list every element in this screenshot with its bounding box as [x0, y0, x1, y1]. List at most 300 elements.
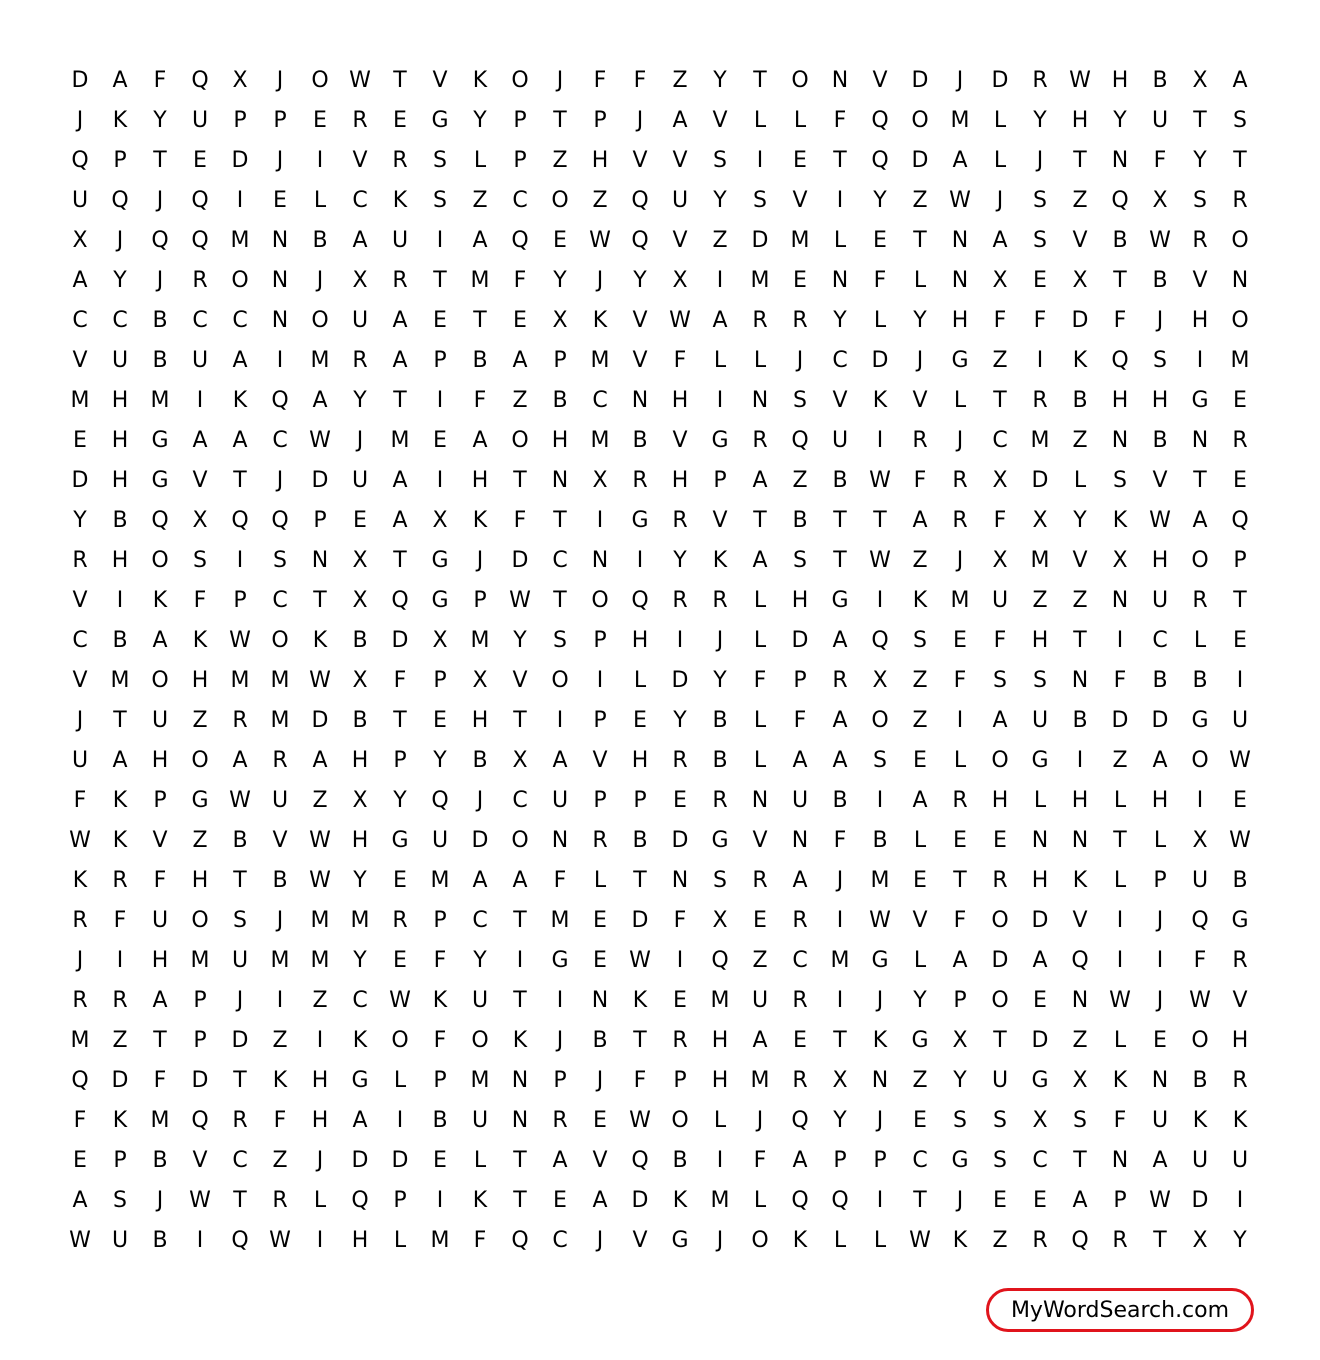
grid-letter[interactable]: I — [876, 587, 884, 613]
grid-letter[interactable]: W — [229, 627, 251, 653]
grid-letter[interactable]: D — [991, 947, 1009, 973]
grid-letter[interactable]: P — [1113, 1187, 1127, 1213]
grid-letter[interactable]: J — [956, 547, 964, 573]
grid-letter[interactable]: F — [1113, 1107, 1127, 1133]
grid-letter[interactable]: A — [752, 467, 768, 493]
grid-letter[interactable]: O — [991, 747, 1009, 773]
grid-letter[interactable]: G — [831, 587, 849, 613]
grid-letter[interactable]: H — [1111, 387, 1129, 413]
grid-letter[interactable]: U — [1231, 1147, 1249, 1173]
grid-letter[interactable]: O — [311, 67, 329, 93]
grid-letter[interactable]: M — [1030, 547, 1050, 573]
grid-letter[interactable]: Y — [1193, 147, 1207, 173]
grid-letter[interactable]: Q — [1191, 907, 1209, 933]
grid-letter[interactable]: R — [952, 787, 968, 813]
grid-letter[interactable]: I — [876, 1187, 884, 1213]
grid-letter[interactable]: L — [753, 587, 767, 613]
grid-letter[interactable]: M — [830, 947, 850, 973]
grid-letter[interactable]: Q — [391, 587, 409, 613]
grid-letter[interactable]: Q — [191, 1107, 209, 1133]
grid-letter[interactable]: Y — [713, 67, 727, 93]
grid-letter[interactable]: P — [513, 147, 527, 173]
grid-letter[interactable]: W — [509, 587, 531, 613]
grid-letter[interactable]: Y — [633, 267, 647, 293]
grid-letter[interactable]: H — [1151, 387, 1169, 413]
grid-letter[interactable]: M — [230, 667, 250, 693]
grid-letter[interactable]: R — [632, 467, 648, 493]
grid-letter[interactable]: D — [191, 1067, 209, 1093]
grid-letter[interactable]: E — [393, 947, 407, 973]
grid-letter[interactable]: S — [1233, 107, 1247, 133]
grid-letter[interactable]: Z — [912, 707, 928, 733]
grid-letter[interactable]: Z — [992, 1227, 1008, 1253]
grid-letter[interactable]: X — [1192, 67, 1208, 93]
grid-letter[interactable]: F — [993, 627, 1007, 653]
grid-letter[interactable]: S — [713, 867, 727, 893]
grid-letter[interactable]: Y — [393, 787, 407, 813]
grid-letter[interactable]: R — [1232, 947, 1248, 973]
grid-letter[interactable]: Q — [631, 227, 649, 253]
grid-letter[interactable]: S — [793, 387, 807, 413]
grid-letter[interactable]: A — [912, 787, 928, 813]
grid-letter[interactable]: D — [471, 827, 489, 853]
grid-letter[interactable]: I — [1116, 907, 1124, 933]
grid-letter[interactable]: W — [629, 1107, 651, 1133]
grid-letter[interactable]: Z — [1072, 587, 1088, 613]
grid-letter[interactable]: L — [1113, 787, 1127, 813]
grid-letter[interactable]: G — [711, 827, 729, 853]
grid-letter[interactable]: B — [472, 347, 488, 373]
grid-letter[interactable]: J — [556, 1027, 564, 1053]
grid-letter[interactable]: B — [152, 1147, 168, 1173]
grid-letter[interactable]: T — [1193, 467, 1207, 493]
grid-letter[interactable]: P — [593, 107, 607, 133]
grid-letter[interactable]: Y — [1233, 1227, 1247, 1253]
grid-letter[interactable]: I — [716, 387, 724, 413]
grid-letter[interactable]: C — [112, 307, 128, 333]
grid-letter[interactable]: P — [113, 147, 127, 173]
grid-letter[interactable]: L — [633, 667, 647, 693]
grid-letter[interactable]: P — [233, 107, 247, 133]
grid-letter[interactable]: V — [592, 747, 608, 773]
grid-letter[interactable]: Z — [272, 1027, 288, 1053]
grid-letter[interactable]: D — [1191, 1187, 1209, 1213]
grid-letter[interactable]: I — [556, 987, 564, 1013]
grid-letter[interactable]: E — [913, 867, 927, 893]
grid-letter[interactable]: R — [1032, 1227, 1048, 1253]
grid-letter[interactable]: S — [713, 147, 727, 173]
grid-letter[interactable]: H — [151, 947, 169, 973]
grid-letter[interactable]: M — [870, 867, 890, 893]
grid-letter[interactable]: T — [233, 1067, 247, 1093]
grid-letter[interactable]: H — [1151, 787, 1169, 813]
grid-letter[interactable]: P — [553, 347, 567, 373]
grid-letter[interactable]: R — [672, 587, 688, 613]
grid-letter[interactable]: Q — [791, 1187, 809, 1213]
grid-letter[interactable]: T — [393, 547, 407, 573]
grid-letter[interactable]: T — [1073, 627, 1087, 653]
grid-letter[interactable]: B — [1232, 867, 1248, 893]
grid-letter[interactable]: Q — [71, 1067, 89, 1093]
grid-letter[interactable]: Y — [713, 187, 727, 213]
grid-letter[interactable]: A — [992, 707, 1008, 733]
grid-letter[interactable]: B — [112, 627, 128, 653]
grid-letter[interactable]: D — [351, 1147, 369, 1173]
grid-letter[interactable]: O — [551, 667, 569, 693]
grid-letter[interactable]: Q — [271, 387, 289, 413]
grid-letter[interactable]: R — [832, 667, 848, 693]
grid-letter[interactable]: U — [391, 227, 409, 253]
grid-letter[interactable]: H — [1031, 627, 1049, 653]
grid-letter[interactable]: H — [631, 747, 649, 773]
grid-letter[interactable]: P — [593, 627, 607, 653]
grid-letter[interactable]: L — [1073, 467, 1087, 493]
grid-letter[interactable]: S — [1113, 467, 1127, 493]
grid-letter[interactable]: C — [592, 387, 608, 413]
grid-letter[interactable]: T — [153, 147, 167, 173]
grid-letter[interactable]: I — [436, 1187, 444, 1213]
grid-letter[interactable]: G — [871, 947, 889, 973]
grid-letter[interactable]: A — [472, 867, 488, 893]
grid-letter[interactable]: J — [716, 627, 724, 653]
grid-letter[interactable]: Z — [1072, 1027, 1088, 1053]
grid-letter[interactable]: K — [112, 787, 128, 813]
grid-letter[interactable]: U — [151, 907, 169, 933]
grid-letter[interactable]: M — [710, 1187, 730, 1213]
grid-letter[interactable]: V — [1072, 907, 1088, 933]
grid-letter[interactable]: B — [272, 867, 288, 893]
grid-letter[interactable]: D — [511, 547, 529, 573]
grid-letter[interactable]: J — [276, 907, 284, 933]
grid-letter[interactable]: A — [392, 467, 408, 493]
grid-letter[interactable]: R — [72, 547, 88, 573]
grid-letter[interactable]: I — [1196, 347, 1204, 373]
grid-letter[interactable]: M — [470, 267, 490, 293]
grid-letter[interactable]: T — [993, 1027, 1007, 1053]
grid-letter[interactable]: X — [1152, 187, 1168, 213]
grid-letter[interactable]: C — [232, 307, 248, 333]
grid-letter[interactable]: T — [393, 67, 407, 93]
grid-letter[interactable]: M — [950, 107, 970, 133]
grid-letter[interactable]: U — [71, 187, 89, 213]
grid-letter[interactable]: U — [191, 107, 209, 133]
grid-letter[interactable]: B — [552, 387, 568, 413]
grid-letter[interactable]: A — [832, 627, 848, 653]
grid-letter[interactable]: O — [311, 307, 329, 333]
grid-letter[interactable]: I — [596, 667, 604, 693]
grid-letter[interactable]: Z — [512, 387, 528, 413]
grid-letter[interactable]: Z — [992, 347, 1008, 373]
grid-letter[interactable]: V — [672, 147, 688, 173]
grid-letter[interactable]: C — [992, 427, 1008, 453]
grid-letter[interactable]: A — [352, 227, 368, 253]
grid-letter[interactable]: J — [556, 67, 564, 93]
grid-letter[interactable]: F — [433, 1027, 447, 1053]
grid-letter[interactable]: D — [231, 147, 249, 173]
grid-letter[interactable]: H — [711, 1067, 729, 1093]
grid-letter[interactable]: Y — [873, 187, 887, 213]
grid-letter[interactable]: I — [236, 547, 244, 573]
grid-letter[interactable]: C — [912, 1147, 928, 1173]
grid-letter[interactable]: S — [433, 147, 447, 173]
grid-letter[interactable]: C — [512, 787, 528, 813]
grid-letter[interactable]: Z — [192, 707, 208, 733]
grid-letter[interactable]: A — [832, 707, 848, 733]
grid-letter[interactable]: H — [471, 707, 489, 733]
grid-letter[interactable]: G — [191, 787, 209, 813]
grid-letter[interactable]: M — [310, 907, 330, 933]
grid-letter[interactable]: L — [793, 107, 807, 133]
grid-letter[interactable]: F — [153, 67, 167, 93]
grid-letter[interactable]: F — [873, 267, 887, 293]
grid-letter[interactable]: A — [392, 507, 408, 533]
grid-letter[interactable]: L — [1193, 627, 1207, 653]
grid-letter[interactable]: P — [953, 987, 967, 1013]
grid-letter[interactable]: A — [392, 347, 408, 373]
grid-letter[interactable]: N — [1111, 147, 1129, 173]
grid-letter[interactable]: B — [232, 827, 248, 853]
grid-letter[interactable]: N — [1231, 267, 1249, 293]
grid-letter[interactable]: J — [156, 187, 164, 213]
grid-letter[interactable]: H — [351, 1227, 369, 1253]
grid-letter[interactable]: Z — [312, 787, 328, 813]
grid-letter[interactable]: T — [993, 387, 1007, 413]
grid-letter[interactable]: H — [551, 427, 569, 453]
grid-letter[interactable]: T — [233, 1187, 247, 1213]
grid-letter[interactable]: E — [1233, 387, 1247, 413]
grid-letter[interactable]: X — [1192, 1227, 1208, 1253]
grid-letter[interactable]: E — [273, 187, 287, 213]
grid-letter[interactable]: N — [271, 267, 289, 293]
grid-letter[interactable]: E — [513, 307, 527, 333]
grid-letter[interactable]: E — [673, 987, 687, 1013]
grid-letter[interactable]: A — [232, 427, 248, 453]
grid-letter[interactable]: K — [592, 307, 608, 333]
grid-letter[interactable]: X — [712, 907, 728, 933]
grid-letter[interactable]: U — [1031, 707, 1049, 733]
grid-letter[interactable]: V — [832, 387, 848, 413]
grid-letter[interactable]: R — [752, 307, 768, 333]
grid-letter[interactable]: V — [672, 427, 688, 453]
grid-letter[interactable]: M — [310, 947, 330, 973]
grid-letter[interactable]: I — [436, 227, 444, 253]
grid-letter[interactable]: Q — [631, 187, 649, 213]
grid-letter[interactable]: W — [269, 1227, 291, 1253]
grid-letter[interactable]: Y — [113, 267, 127, 293]
grid-letter[interactable]: L — [393, 1067, 407, 1093]
grid-letter[interactable]: K — [1232, 1107, 1248, 1133]
grid-letter[interactable]: F — [833, 107, 847, 133]
grid-letter[interactable]: O — [151, 547, 169, 573]
grid-letter[interactable]: P — [713, 467, 727, 493]
grid-letter[interactable]: P — [233, 587, 247, 613]
grid-letter[interactable]: W — [1149, 1187, 1171, 1213]
grid-letter[interactable]: H — [1191, 307, 1209, 333]
grid-letter[interactable]: C — [72, 627, 88, 653]
grid-letter[interactable]: W — [69, 827, 91, 853]
grid-letter[interactable]: N — [751, 387, 769, 413]
grid-letter[interactable]: C — [72, 307, 88, 333]
grid-letter[interactable]: W — [189, 1187, 211, 1213]
grid-letter[interactable]: V — [712, 507, 728, 533]
grid-letter[interactable]: Q — [511, 1227, 529, 1253]
grid-letter[interactable]: F — [73, 787, 87, 813]
grid-letter[interactable]: B — [872, 827, 888, 853]
grid-letter[interactable]: S — [233, 907, 247, 933]
grid-letter[interactable]: B — [672, 1147, 688, 1173]
grid-letter[interactable]: T — [633, 867, 647, 893]
grid-letter[interactable]: N — [551, 827, 569, 853]
grid-letter[interactable]: H — [1111, 67, 1129, 93]
grid-letter[interactable]: P — [393, 747, 407, 773]
grid-letter[interactable]: E — [353, 507, 367, 533]
grid-letter[interactable]: J — [356, 427, 364, 453]
grid-letter[interactable]: W — [1229, 747, 1251, 773]
grid-letter[interactable]: D — [631, 907, 649, 933]
grid-letter[interactable]: T — [1193, 107, 1207, 133]
grid-letter[interactable]: H — [111, 467, 129, 493]
grid-letter[interactable]: H — [191, 867, 209, 893]
grid-letter[interactable]: O — [151, 667, 169, 693]
grid-letter[interactable]: K — [792, 1227, 808, 1253]
grid-letter[interactable]: X — [952, 1027, 968, 1053]
grid-letter[interactable]: R — [1032, 67, 1048, 93]
grid-letter[interactable]: O — [791, 67, 809, 93]
grid-letter[interactable]: L — [1113, 867, 1127, 893]
grid-letter[interactable]: J — [76, 947, 84, 973]
grid-letter[interactable]: R — [792, 1067, 808, 1093]
grid-letter[interactable]: I — [1236, 667, 1244, 693]
grid-letter[interactable]: G — [551, 947, 569, 973]
grid-letter[interactable]: C — [832, 347, 848, 373]
grid-letter[interactable]: T — [233, 867, 247, 893]
grid-letter[interactable]: B — [792, 507, 808, 533]
grid-letter[interactable]: H — [671, 467, 689, 493]
grid-letter[interactable]: E — [993, 1187, 1007, 1213]
grid-letter[interactable]: B — [352, 627, 368, 653]
grid-letter[interactable]: X — [232, 67, 248, 93]
grid-letter[interactable]: X — [352, 267, 368, 293]
grid-letter[interactable]: I — [716, 1147, 724, 1173]
grid-letter[interactable]: B — [432, 1107, 448, 1133]
grid-letter[interactable]: J — [1036, 147, 1044, 173]
grid-letter[interactable]: M — [950, 587, 970, 613]
grid-letter[interactable]: X — [1072, 1067, 1088, 1093]
grid-letter[interactable]: D — [1031, 1027, 1049, 1053]
grid-letter[interactable]: D — [911, 67, 929, 93]
grid-letter[interactable]: X — [352, 547, 368, 573]
grid-letter[interactable]: J — [236, 987, 244, 1013]
grid-letter[interactable]: N — [271, 227, 289, 253]
grid-letter[interactable]: Z — [912, 667, 928, 693]
grid-letter[interactable]: L — [313, 187, 327, 213]
grid-letter[interactable]: C — [552, 1227, 568, 1253]
grid-letter[interactable]: E — [913, 1107, 927, 1133]
grid-letter[interactable]: T — [913, 1187, 927, 1213]
grid-letter[interactable]: E — [433, 307, 447, 333]
grid-letter[interactable]: T — [553, 107, 567, 133]
grid-letter[interactable]: D — [671, 827, 689, 853]
grid-letter[interactable]: H — [1071, 107, 1089, 133]
grid-letter[interactable]: F — [753, 667, 767, 693]
grid-letter[interactable]: G — [1031, 747, 1049, 773]
grid-letter[interactable]: R — [1032, 387, 1048, 413]
grid-letter[interactable]: S — [793, 547, 807, 573]
grid-letter[interactable]: X — [1032, 507, 1048, 533]
grid-letter[interactable]: Y — [473, 947, 487, 973]
grid-letter[interactable]: H — [791, 587, 809, 613]
grid-letter[interactable]: T — [1113, 827, 1127, 853]
grid-letter[interactable]: S — [193, 547, 207, 573]
grid-letter[interactable]: N — [591, 987, 609, 1013]
grid-letter[interactable]: B — [152, 347, 168, 373]
grid-letter[interactable]: J — [956, 1187, 964, 1213]
grid-letter[interactable]: A — [1152, 747, 1168, 773]
grid-letter[interactable]: E — [633, 707, 647, 733]
grid-letter[interactable]: V — [792, 187, 808, 213]
grid-letter[interactable]: J — [716, 1227, 724, 1253]
grid-letter[interactable]: S — [433, 187, 447, 213]
grid-letter[interactable]: D — [631, 1187, 649, 1213]
grid-letter[interactable]: A — [832, 747, 848, 773]
grid-letter[interactable]: V — [632, 347, 648, 373]
grid-letter[interactable]: V — [1192, 267, 1208, 293]
grid-letter[interactable]: K — [512, 1027, 528, 1053]
grid-letter[interactable]: T — [513, 987, 527, 1013]
grid-letter[interactable]: D — [1031, 907, 1049, 933]
grid-letter[interactable]: C — [472, 907, 488, 933]
grid-letter[interactable]: K — [152, 587, 168, 613]
grid-letter[interactable]: X — [1192, 827, 1208, 853]
grid-letter[interactable]: A — [1192, 507, 1208, 533]
grid-letter[interactable]: Z — [792, 467, 808, 493]
grid-letter[interactable]: T — [833, 147, 847, 173]
grid-letter[interactable]: F — [793, 707, 807, 733]
grid-letter[interactable]: F — [953, 907, 967, 933]
grid-letter[interactable]: K — [232, 387, 248, 413]
grid-letter[interactable]: R — [232, 1107, 248, 1133]
grid-letter[interactable]: M — [350, 907, 370, 933]
grid-letter[interactable]: X — [592, 467, 608, 493]
grid-letter[interactable]: Z — [312, 987, 328, 1013]
grid-letter[interactable]: A — [792, 867, 808, 893]
grid-letter[interactable]: J — [876, 987, 884, 1013]
grid-letter[interactable]: D — [111, 1067, 129, 1093]
grid-letter[interactable]: A — [472, 427, 488, 453]
grid-letter[interactable]: N — [1031, 827, 1049, 853]
grid-letter[interactable]: L — [753, 107, 767, 133]
grid-letter[interactable]: R — [72, 987, 88, 1013]
grid-letter[interactable]: G — [431, 107, 449, 133]
grid-letter[interactable]: K — [272, 1067, 288, 1093]
grid-letter[interactable]: T — [393, 387, 407, 413]
grid-letter[interactable]: D — [1031, 467, 1049, 493]
grid-letter[interactable]: Q — [271, 507, 289, 533]
grid-letter[interactable]: V — [672, 227, 688, 253]
grid-letter[interactable]: L — [873, 1227, 887, 1253]
grid-letter[interactable]: H — [111, 387, 129, 413]
grid-letter[interactable]: Q — [871, 627, 889, 653]
grid-letter[interactable]: X — [432, 507, 448, 533]
grid-letter[interactable]: Z — [112, 1027, 128, 1053]
grid-letter[interactable]: I — [956, 707, 964, 733]
grid-letter[interactable]: A — [752, 547, 768, 573]
grid-letter[interactable]: Q — [1071, 947, 1089, 973]
grid-letter[interactable]: S — [993, 1107, 1007, 1133]
grid-letter[interactable]: E — [953, 827, 967, 853]
grid-letter[interactable]: I — [1236, 1187, 1244, 1213]
grid-letter[interactable]: L — [313, 1187, 327, 1213]
